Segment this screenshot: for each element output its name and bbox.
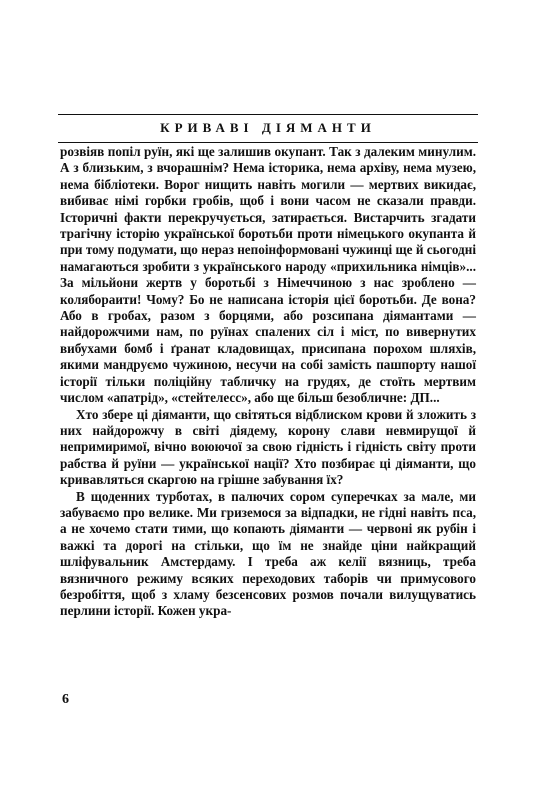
paragraph-1: розвіяв попіл руїн, які ще залишив окупант. Так з далеким минулим. А з близьким, з вчорашнім? Нема історика, нема архіву, нема музею, нема бібліотеки. Ворог нищить навіть могили — мертвих викидає, вибиває німі горбки гробів, щоб і вони часом не сказали правди. Історичні факти перекручується, затирається. Вистарчить згадати трагічну історію української боротьби проти німецького окупанта й при тому подумати, що нераз непоінформовані чужинці ще й сьогодні намагаються зробити з українського народу «прихильника німців»... За мільйони жертв у боротьбі з Німеччиною з нас зроблено — колябораити! Чому? Бо не написана історія цієї боротьби. Де вона? Або в гробах, разом з борцями, або розсипана діямантами — найдорожчими нам, по руїнах спалених сіл і міст, по вивернутих вибухами бомб і ґранат кладовищах, присипана порохом шляхів, якими мандруємо чужиною, несучи на собі замість пашпорту нашої історії тільки поліційну табличку на грудях, де стоїть мертвим числом «апатрід», «стейтелесс», або ще більш безобличне: ДП... [60,144,476,406]
paragraph-3: В щоденних турботах, в палючих сором суперечках за мале, ми забуваємо про велике. Ми гриземося за відпадки, не гідні навіть пса, а не хочемо стати тими, що копають діяманти — червоні як рубін і важкі та дорогі на стільки, що їм не знайде ціни найкращий шліфувальник Амстердаму. І треба аж келії вязниць, треба вязничного режиму всяких переходових таборів чи примусового безробіття, щоб з хламу безсенсових розмов почали вилущуватись перлини історії. Кожен укра- [60,488,476,619]
header-rule-top [58,114,478,115]
paragraph-2: Хто збере ці діяманти, що світяться відблиском крови й зложить з них найдорожчу в світі діядему, корону слави невмирущої й непримиримої, вічно воюючої за свою гідність і гідність світу проти рабства й руїни — української нації? Хто позбирає ці діяманти, що кривавляться скаргою на грішне забування їх? [60,406,476,488]
page-number: 6 [62,692,69,707]
running-title: КРИВАВІ ДІЯМАНТИ [160,120,376,135]
body-text [60,144,476,620]
header-rule-bottom [58,142,478,143]
